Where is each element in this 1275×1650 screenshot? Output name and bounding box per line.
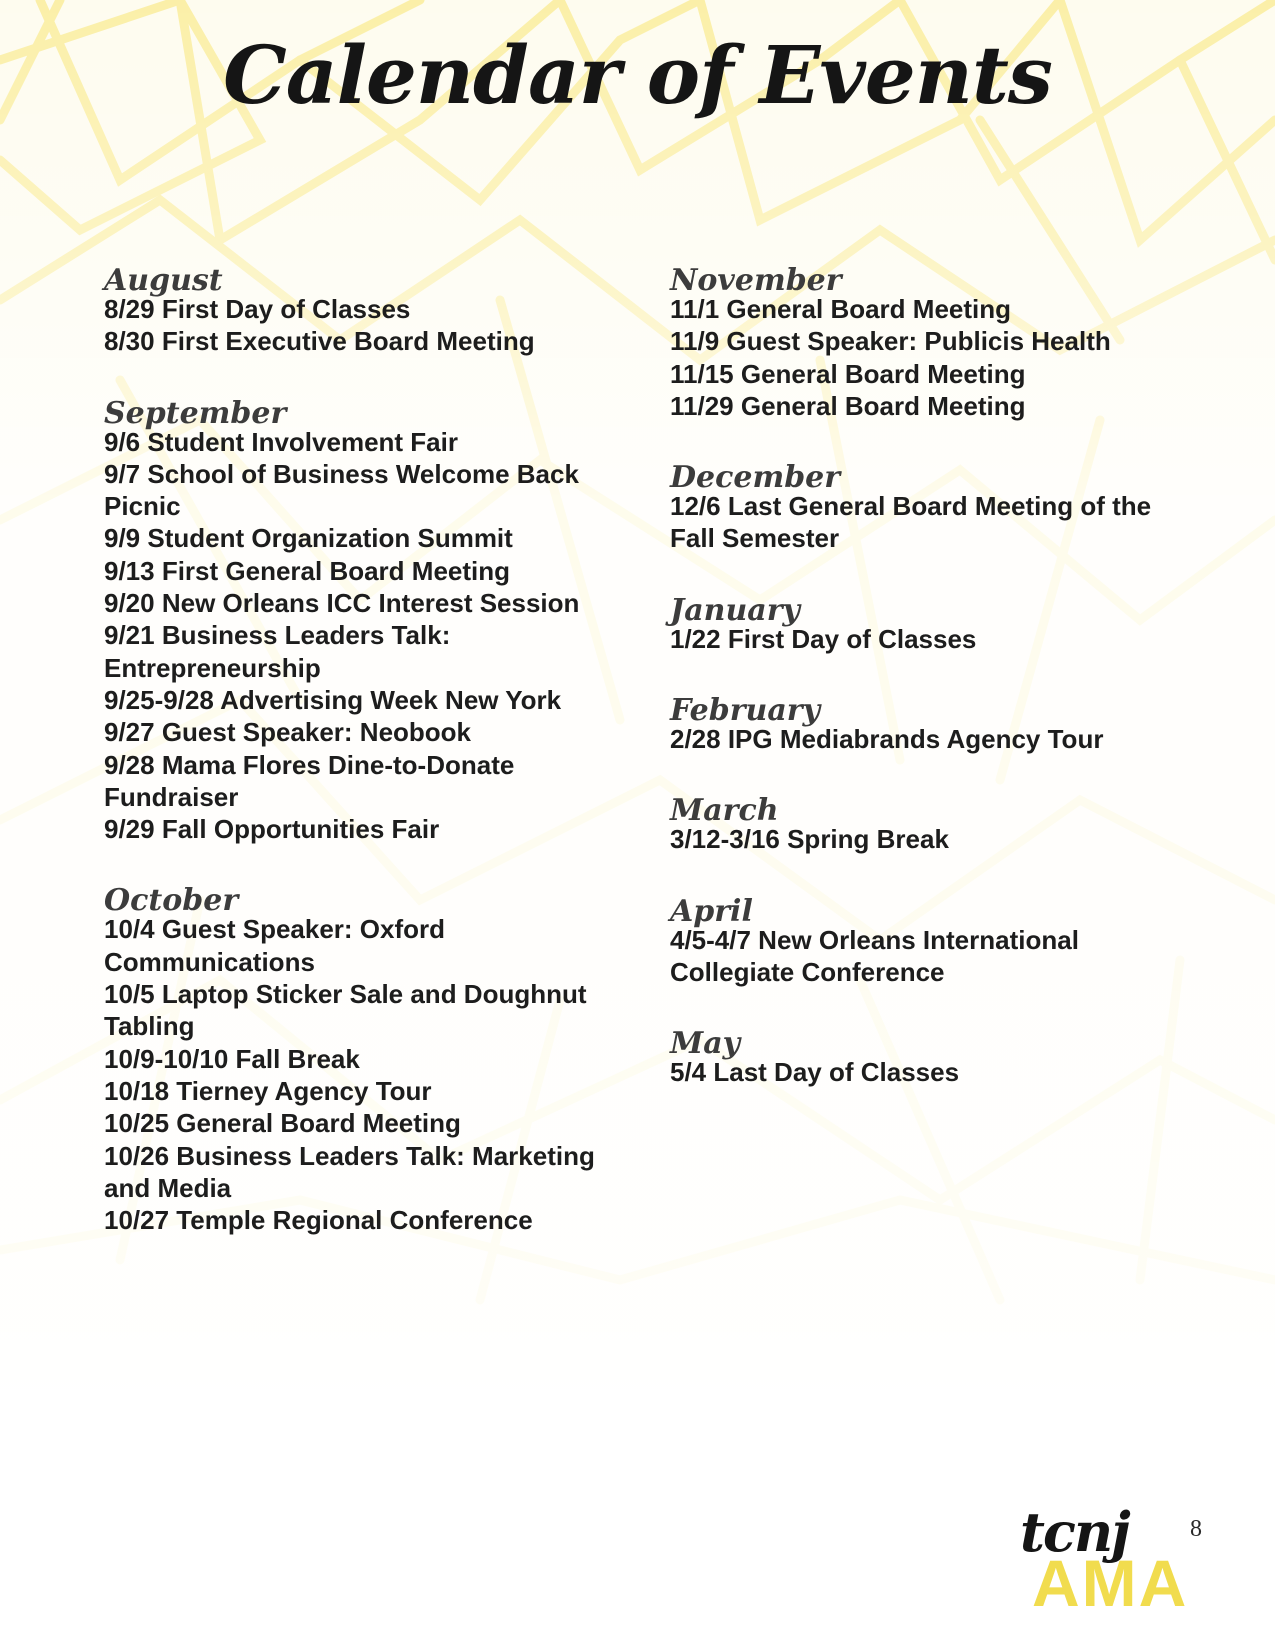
event-item: 3/12-3/16 Spring Break [670, 824, 949, 855]
event-list [670, 924, 1190, 989]
month-heading: February [670, 693, 821, 729]
logo-tcnj-text: tcnj [1020, 1500, 1129, 1564]
event-item: 4/5-4/7 New Orleans International Collegiate Conference [670, 924, 1079, 987]
event-list [670, 490, 1190, 555]
event-item: 11/9 Guest Speaker: Publicis Health [670, 326, 1111, 357]
month-section-december [670, 460, 1190, 555]
tcnj-ama-logo [1010, 1500, 1210, 1620]
event-item: 9/28 Mama Flores Dine-to-Donate Fundraiser [104, 749, 515, 812]
event-item: 2/28 IPG Mediabrands Agency Tour [670, 724, 1104, 755]
event-item: 9/20 New Orleans ICC Interest Session [104, 588, 580, 619]
month-heading: November [670, 263, 842, 298]
event-item: 10/9-10/10 Fall Break [104, 1043, 360, 1074]
event-list [670, 293, 1190, 422]
month-section-october [104, 883, 624, 1236]
month-section-august [104, 263, 624, 358]
month-heading: April [670, 893, 753, 929]
right-column [670, 263, 1190, 1127]
event-item: 1/22 First Day of Classes [670, 623, 977, 654]
left-column [104, 263, 624, 1274]
month-section-january [670, 593, 1190, 655]
month-section-may [670, 1026, 1190, 1088]
event-item: 9/25-9/28 Advertising Week New York [104, 684, 562, 715]
event-item: 10/4 Guest Speaker: Oxford Communications [104, 914, 446, 977]
month-section-september [104, 396, 624, 846]
event-item: 9/7 School of Business Welcome Back Picnic [104, 458, 579, 522]
month-section-november [670, 263, 1190, 422]
event-item: 10/18 Tierney Agency Tour [104, 1075, 432, 1106]
event-item: 9/21 Business Leaders Talk: Entrepreneurship [104, 620, 451, 683]
page-title: Calendar of Events [223, 28, 1052, 122]
month-heading: August [104, 263, 223, 298]
event-item: 5/4 Last Day of Classes [670, 1057, 960, 1088]
event-item: 9/13 First General Board Meeting [104, 555, 511, 586]
event-item: 11/15 General Board Meeting [670, 358, 1026, 389]
month-heading: October [104, 883, 239, 919]
event-item: 11/29 General Board Meeting [670, 390, 1026, 421]
event-list [104, 426, 624, 846]
month-section-february [670, 693, 1190, 755]
event-list [104, 913, 624, 1236]
event-item: 10/25 General Board Meeting [104, 1108, 461, 1139]
month-heading: December [670, 460, 841, 496]
event-item: 11/1 General Board Meeting [670, 294, 1012, 324]
event-list [670, 1056, 1190, 1088]
month-heading: May [670, 1026, 741, 1062]
month-heading: September [104, 395, 287, 431]
page-number: 8 [1190, 1516, 1202, 1542]
month-heading: January [670, 592, 800, 628]
month-heading: March [670, 793, 779, 829]
month-section-march [670, 793, 1190, 855]
logo-ama-text: AMA [1032, 1546, 1189, 1620]
month-section-april [670, 894, 1190, 989]
event-list [670, 823, 1190, 855]
event-list [104, 293, 624, 358]
event-item: 9/9 Student Organization Summit [104, 523, 513, 554]
event-item: 9/6 Student Involvement Fair [104, 426, 458, 457]
event-item: 9/29 Fall Opportunities Fair [104, 814, 440, 845]
event-item: 10/26 Business Leaders Talk: Marketing and Media [104, 1140, 595, 1203]
event-item: 9/27 Guest Speaker: Neobook [104, 717, 472, 748]
event-list [670, 623, 1190, 655]
event-item: 8/30 First Executive Board Meeting [104, 326, 535, 357]
event-item: 8/29 First Day of Classes [104, 294, 411, 324]
event-list [670, 723, 1190, 755]
event-item: 12/6 Last General Board Meeting of the Fall Semester [670, 491, 1152, 554]
event-item: 10/5 Laptop Sticker Sale and Doughnut Tabling [104, 979, 587, 1042]
event-item: 10/27 Temple Regional Conference [104, 1205, 533, 1236]
